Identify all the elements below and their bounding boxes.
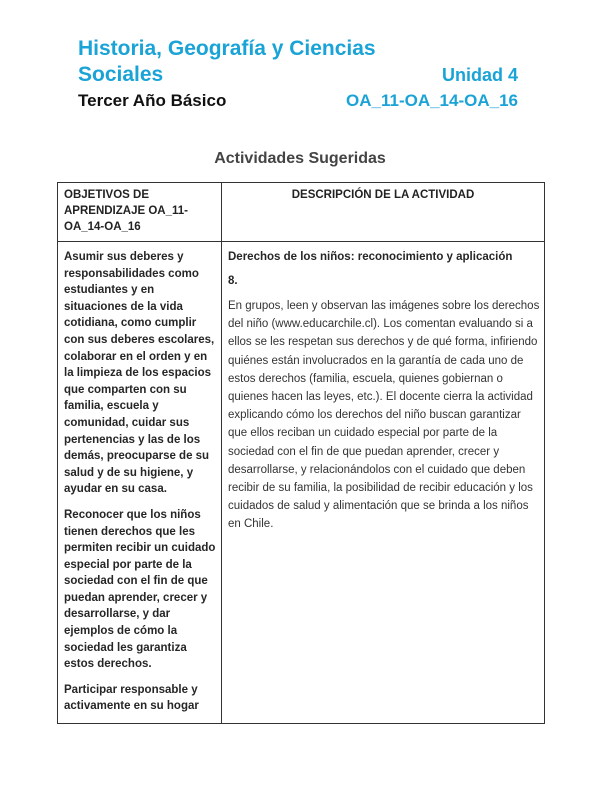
description-column-header: DESCRIPCIÓN DE LA ACTIVIDAD (291, 189, 475, 201)
grade-label: Tercer Año Básico (78, 91, 227, 110)
subject-title-line1: Historia, Geografía y Ciencias (78, 37, 376, 60)
objective-codes: OA_11-OA_14-OA_16 (346, 91, 518, 110)
objective-text: Reconocer que los niños tienen derechos que les permiten recibir un cuidado especial por parte de la sociedad con el fin de que puedan aprender, crecer y desarrollarse, y dar ejemplos de cómo la sociedad les garantiza estos derechos. (64, 508, 216, 671)
objective-text: Participar responsable y activamente en su hogar (64, 683, 199, 713)
subject-title-row (78, 62, 518, 88)
table-header-row (58, 183, 544, 242)
column-divider (221, 183, 222, 723)
activity-number: 8. (228, 275, 238, 287)
section-title: Actividades Sugeridas (214, 150, 386, 167)
objective-text: Asumir sus deberes y responsabilidades como estudiantes y en situaciones de la vida cotidiana, como cumplir con sus deberes escolares, colaborar en el orden y en la limpieza de los espacios que comparten con su familia, escuela y comunidad, cuidar sus pertenencias y las de los demás, preocuparse de su salud y de su higiene, y ayudar en su casa. (64, 251, 215, 496)
document-header (78, 36, 518, 112)
activities-table (57, 182, 545, 724)
activity-description: En grupos, leen y observan las imágenes sobre los derechos del niño (www.educarchile.cl). Los comentan evaluando si a ellos se les respetan sus derechos y de qué forma, infiriendo quiénes están involucrados en la garantía de cada uno de estos derechos (familia, escuela, quienes gobiernan o quienes hacen las leyes, etc.). El docente cierra la actividad explicando cómo los derechos del niño buscan garantizar que ellos reciban un cuidado especial por parte de la sociedad con el fin de que puedan aprender, crecer y desarrollarse, y relacionándolos con el cuidado que deben recibir de su familia, la posibilidad de recibir educación y los cuidados de salud y alimentación que se brinda a los niños en Chile. (228, 300, 540, 531)
grade-row (78, 90, 518, 112)
activity-title: Derechos de los niños: reconocimiento y aplicación (228, 251, 513, 263)
subject-title-line2: Sociales (78, 63, 164, 86)
unit-label: Unidad 4 (441, 65, 518, 85)
objectives-column-header: OBJETIVOS DE APRENDIZAJE OA_11-OA_14-OA_16 (64, 189, 188, 233)
activity-cell (228, 249, 540, 534)
objectives-cell (64, 249, 216, 724)
